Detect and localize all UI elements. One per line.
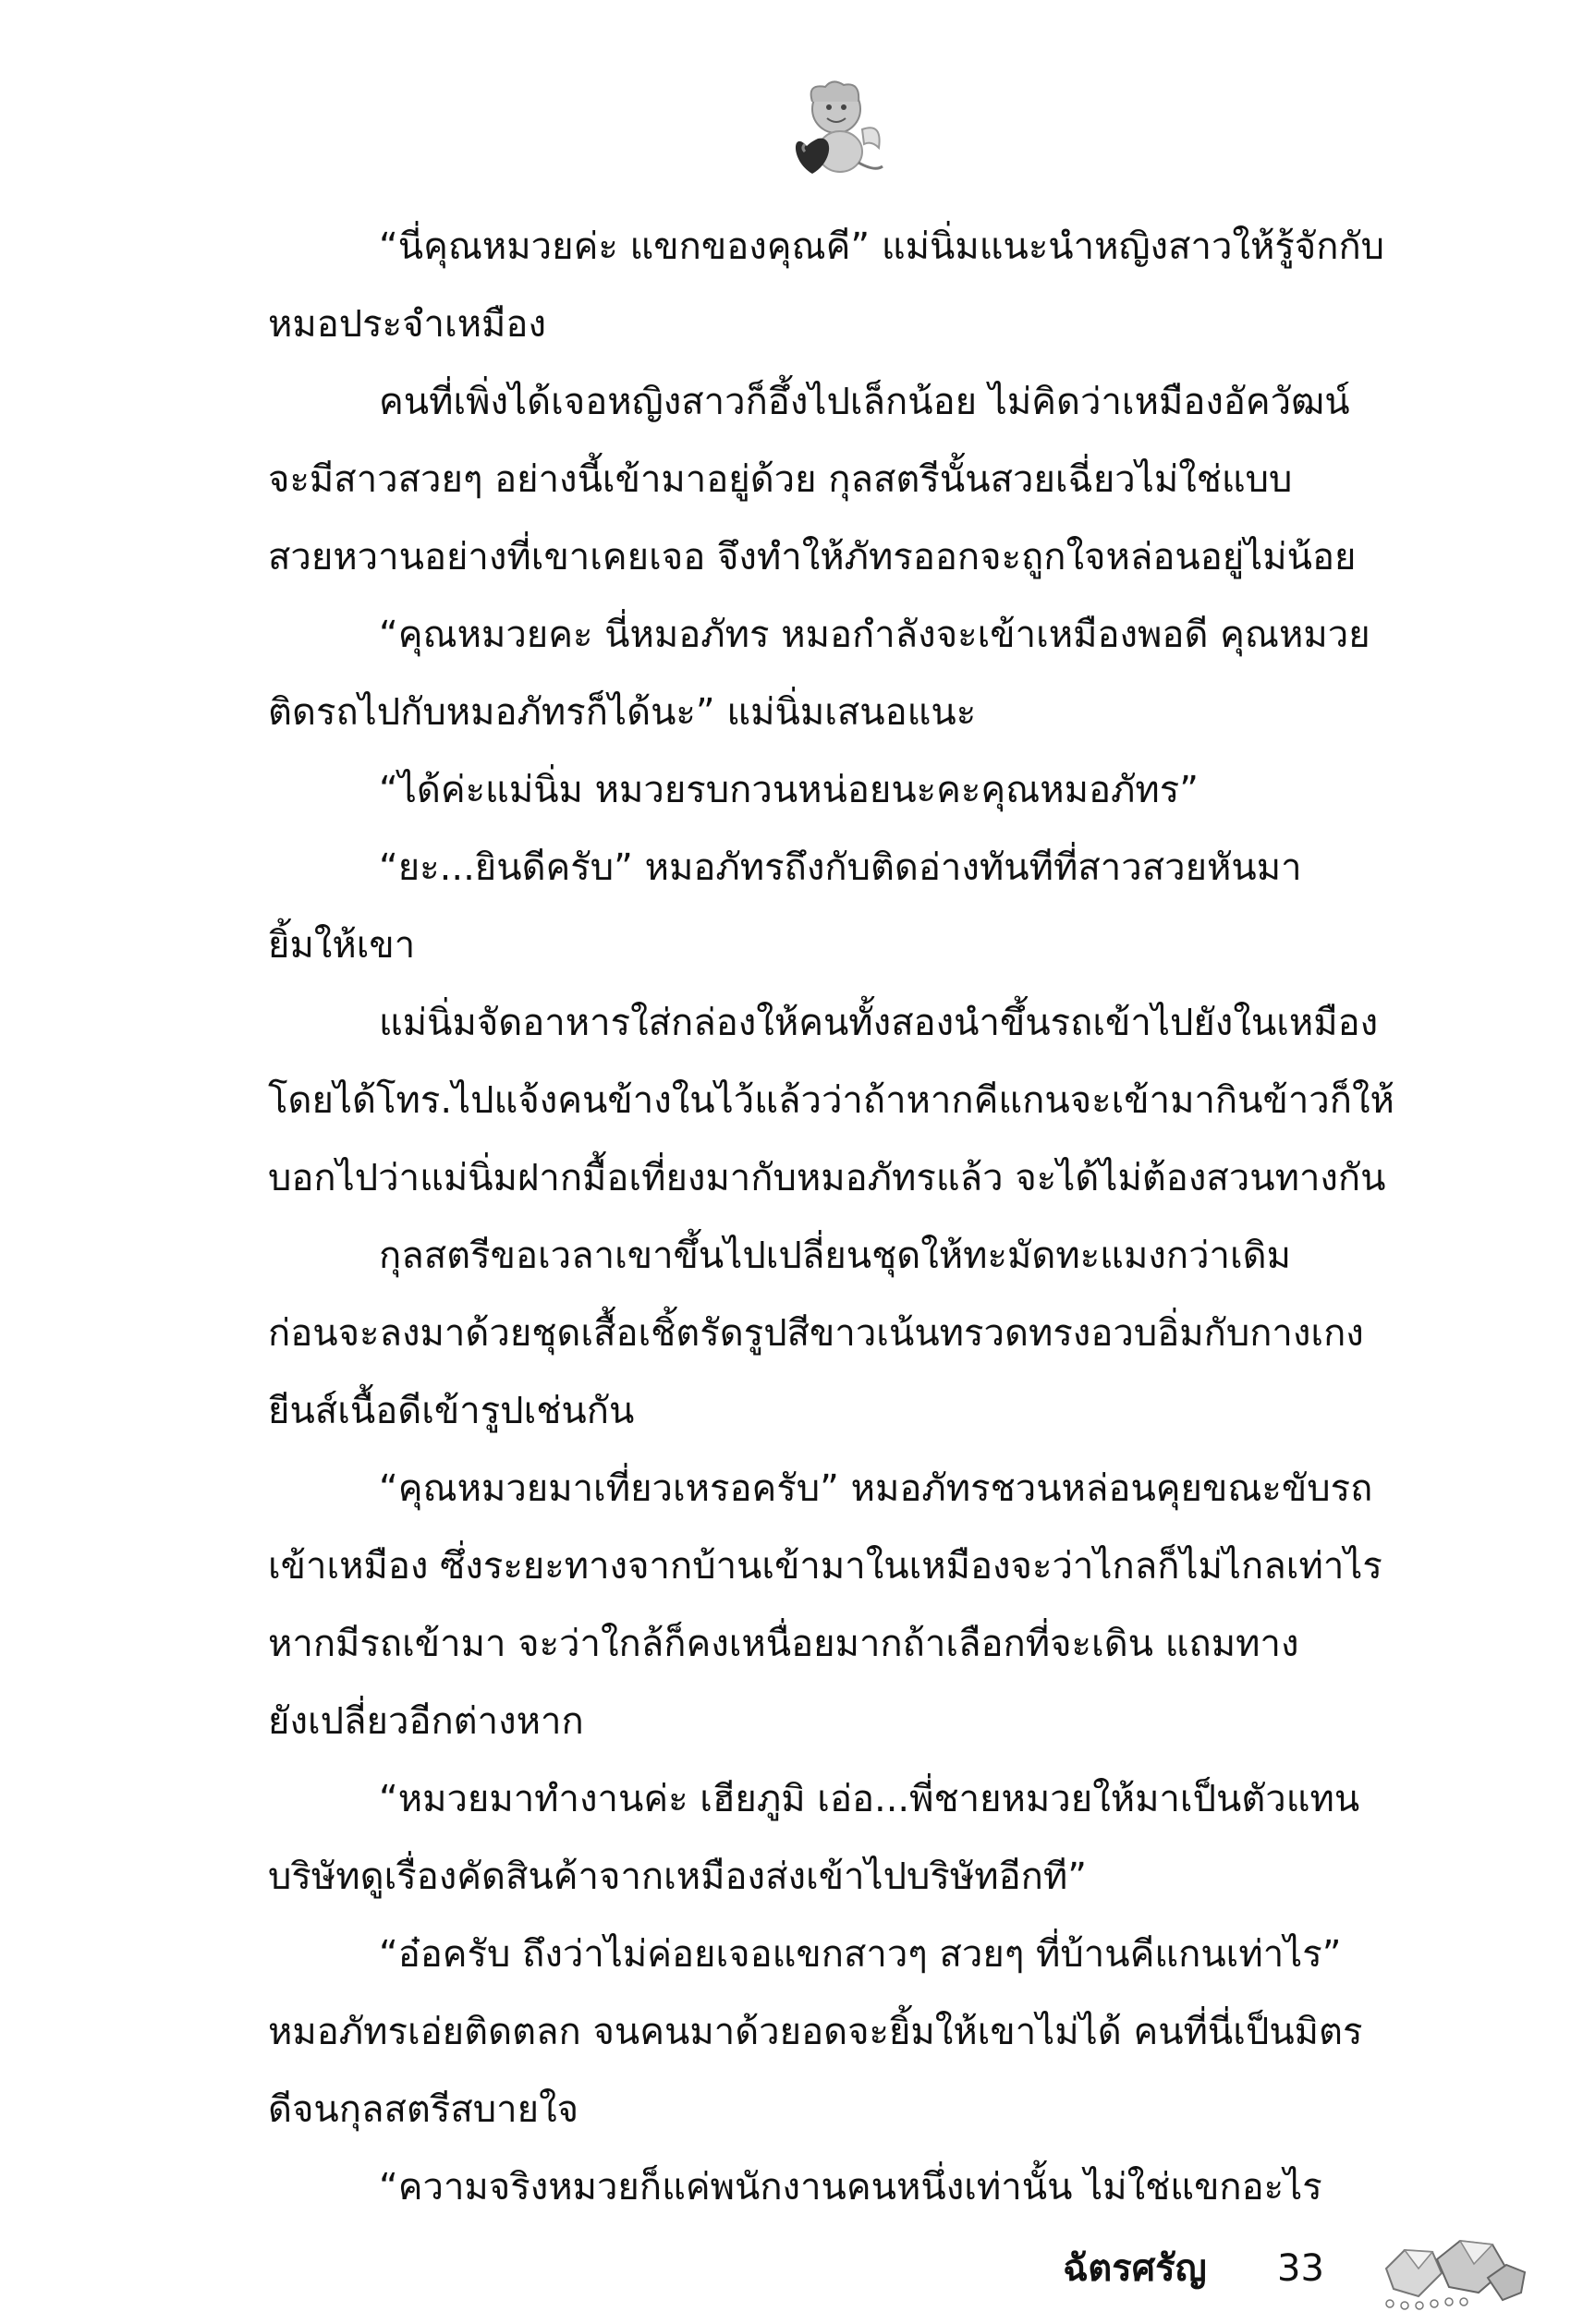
text-line: คนที่เพิ่งได้เจอหญิงสาวก็อึ้งไปเล็กน้อย ไม่คิดว่าเหมืองอัควัฒน์ [379, 381, 1350, 423]
text-line: หมอประจำเหมือง [268, 303, 546, 346]
text-line: “อ๋อครับ ถึงว่าไม่ค่อยเจอแขกสาวๆ สวยๆ ที่บ้านคีแกนเท่าไร” [379, 1933, 1342, 1976]
text-line: ติดรถไปกับหมอภัทรก็ได้นะ” แม่นิ่มเสนอแนะ [268, 691, 977, 734]
text-line: “ยะ...ยินดีครับ” หมอภัทรถึงกับติดอ่างทันทีที่สาวสวยหันมา [379, 846, 1302, 889]
text-line: ยีนส์เนื้อดีเข้ารูปเช่นกัน [268, 1390, 635, 1432]
text-line: ยิ้มให้เขา [268, 924, 416, 967]
cupid-heart-icon [779, 74, 890, 185]
text-line: บริษัทดูเรื่องคัดสินค้าจากเหมืองส่งเข้าไปบริษัทอีกที” [268, 1856, 1087, 1898]
text-line: สวยหวานอย่างที่เขาเคยเจอ จึงทำให้ภัทรออกจะถูกใจหล่อนอยู่ไม่น้อย [268, 536, 1357, 578]
text-line: “คุณหมวยมาเที่ยวเหรอครับ” หมอภัทรชวนหล่อนคุยขณะขับรถ [379, 1467, 1373, 1510]
text-line: ยังเปลี่ยวอีกต่างหาก [268, 1700, 584, 1743]
page-number: 33 [1277, 2247, 1324, 2290]
text-line: “ความจริงหมวยก็แค่พนักงานคนหนึ่งเท่านั้น ไม่ใช่แขกอะไร [379, 2166, 1322, 2208]
text-line: “คุณหมวยคะ นี่หมอภัทร หมอกำลังจะเข้าเหมืองพอดี คุณหมวย [379, 614, 1370, 656]
text-line: เข้าเหมือง ซึ่งระยะทางจากบ้านเข้ามาในเหมืองจะว่าไกลก็ไม่ไกลเท่าไร [268, 1545, 1382, 1588]
diamond-cluster-icon [1368, 2232, 1534, 2315]
text-line: “ได้ค่ะแม่นิ่ม หมวยรบกวนหน่อยนะคะคุณหมอภัทร” [379, 769, 1199, 811]
book-title: ฉัตรศรัญ [1063, 2247, 1207, 2290]
text-line: ดีจนกุลสตรีสบายใจ [268, 2088, 579, 2131]
text-line: “นี่คุณหมวยค่ะ แขกของคุณคี” แม่นิ่มแนะนำหญิงสาวให้รู้จักกับ [379, 225, 1385, 268]
text-line: แม่นิ่มจัดอาหารใส่กล่องให้คนทั้งสองนำขึ้นรถเข้าไปยังในเหมือง [379, 1002, 1379, 1044]
text-line: หมอภัทรเอ่ยติดตลก จนคนมาด้วยอดจะยิ้มให้เขาไม่ได้ คนที่นี่เป็นมิตร [268, 2011, 1363, 2053]
page-footer [1063, 2241, 1543, 2324]
text-line: กุลสตรีขอเวลาเขาขึ้นไปเปลี่ยนชุดให้ทะมัดทะแมงกว่าเดิม [379, 1235, 1292, 1277]
text-line: บอกไปว่าแม่นิ่มฝากมื้อเที่ยงมากับหมอภัทรแล้ว จะได้ไม่ต้องสวนทางกัน [268, 1157, 1386, 1199]
text-line: หากมีรถเข้ามา จะว่าใกล้ก็คงเหนื่อยมากถ้าเลือกที่จะเดิน แถมทาง [268, 1623, 1299, 1665]
text-line: “หมวยมาทำงานค่ะ เฮียภูมิ เอ่อ...พี่ชายหมวยให้มาเป็นตัวแทน [379, 1778, 1360, 1820]
text-line: จะมีสาวสวยๆ อย่างนี้เข้ามาอยู่ด้วย กุลสตรีนั้นสวยเฉี่ยวไม่ใช่แบบ [268, 458, 1293, 501]
text-line: ก่อนจะลงมาด้วยชุดเสื้อเชิ้ตรัดรูปสีขาวเน้นทรวดทรงอวบอิ่มกับกางเกง [268, 1312, 1364, 1355]
text-line: โดยได้โทร.ไปแจ้งคนข้างในไว้แล้วว่าถ้าหากคีแกนจะเข้ามากินข้าวก็ให้ [268, 1079, 1394, 1122]
